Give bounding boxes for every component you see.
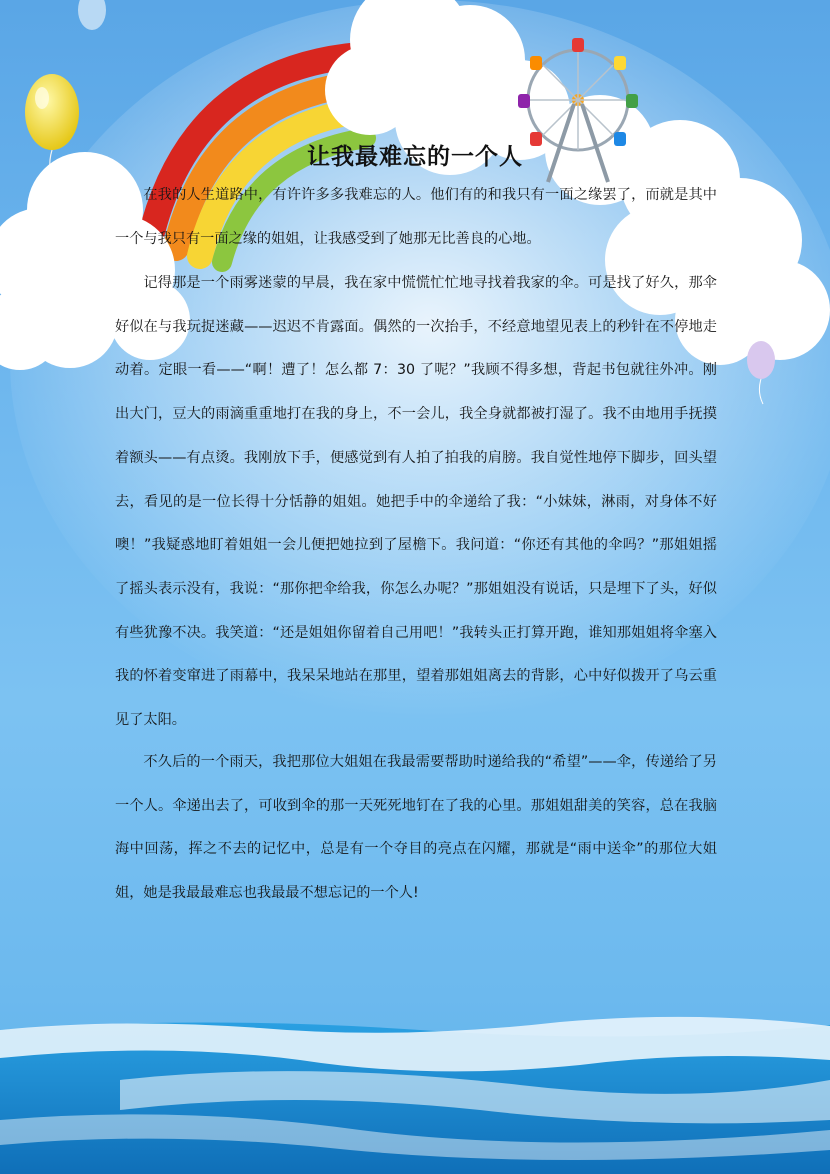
balloon-icon — [78, 0, 106, 30]
body-paragraph: 不久后的一个雨天，我把那位大姐姐在我最需要帮助时递给我的“希望”——伞，传递给了另一个人。伞递出去了，可收到伞的那一天死死地钉在了我的心里。那姐姐甜美的笑容，总在我脑海中回荡，挥之不去的记忆中，总是有一个夺目的亮点在闪耀，那就是“雨中送伞”的那位大姐姐，她是我最最难忘也我最最不想忘记的一个人! — [115, 754, 717, 902]
body-paragraph: 记得那是一个雨雾迷蒙的早晨，我在家中慌慌忙忙地寻找着我家的伞。可是找了好久，那伞好似在与我玩捉迷藏——迟迟不肯露面。偶然的一次抬手，不经意地望见表上的秒针在不停地走动着。定眼一看——“啊！遭了！怎么都 7：30 了呢？”我顾不得多想，背起书包就往外冲。刚出大门，豆大的雨滴重重地打在我的身上，不一会儿，我全身就都被打湿了。我不由地用手抚摸着额头——有点烫。我刚放下手，便感觉到有人拍了拍我的肩膀。我自觉性地停下脚步，回头望去，看见的是一位长得十分恬静的姐姐。她把手中的伞递给了我：“小妹妹，淋雨，对身体不好噢！”我疑惑地盯着姐姐一会儿便把她拉到了屋檐下。我问道：“你还有其他的伞吗？”那姐姐摇了摇头表示没有，我说：“那你把伞给我，你怎么办呢？”那姐姐没有说话，只是埋下了头，好似有些犹豫不决。我笑道：“还是姐姐你留着自己用吧！”我转头正打算开跑，谁知那姐姐将伞塞入我的怀着变窜进了雨幕中，我呆呆地站在那里，望着那姐姐离去的背影，心中好似拨开了乌云重见了太阳。 — [115, 275, 717, 729]
page-title: 让我最难忘的一个人 — [307, 144, 523, 170]
body-paragraph: 在我的人生道路中，有许许多多我难忘的人。他们有的和我只有一面之缘罢了，而就是其中一个与我只有一面之缘的姐姐，让我感受到了她那无比善良的心地。 — [115, 187, 717, 247]
ocean-icon — [0, 1017, 830, 1174]
